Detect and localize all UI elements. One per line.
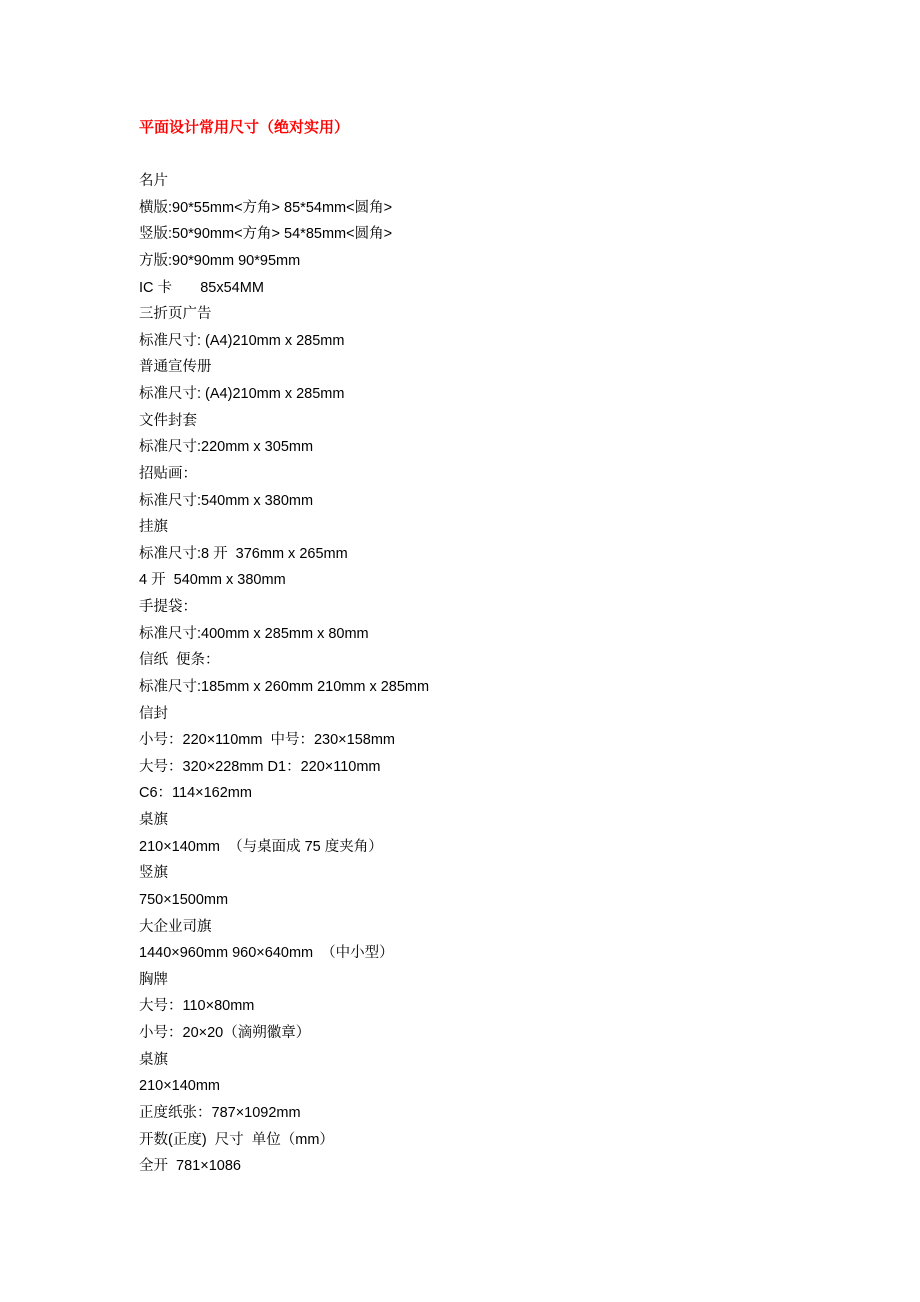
- text-line: 大企业司旗: [139, 918, 212, 935]
- text-line: 文件封套: [139, 412, 197, 429]
- text-line: 1440×960mm 960×640mm （中小型）: [139, 945, 394, 962]
- text-line: 标准尺寸: (A4)210mm x 285mm: [139, 386, 345, 402]
- content-lines: [139, 168, 429, 1180]
- text-line: 横版:90*55mm<方角> 85*54mm<圆角>: [139, 199, 393, 216]
- text-line: 普通宣传册: [139, 359, 212, 376]
- text-line: 三折页广告: [139, 306, 212, 323]
- text-line: 210×140mm （与桌面成 75 度夹角）: [139, 838, 383, 855]
- text-line: 大号：320×228mm D1：220×110mm: [139, 758, 381, 775]
- text-line: 竖旗: [139, 865, 168, 882]
- text-line: 标准尺寸:220mm x 305mm: [139, 439, 314, 456]
- text-line: 方版:90*90mm 90*95mm: [139, 252, 301, 269]
- text-line: 4 开 540mm x 380mm: [139, 572, 286, 589]
- text-line: 挂旗: [139, 519, 168, 536]
- text-line: 大号：110×80mm: [139, 998, 255, 1015]
- text-line: 750×1500mm: [139, 891, 229, 908]
- text-line: 名片: [139, 173, 168, 189]
- text-line: 正度纸张：787×1092mm: [139, 1104, 301, 1121]
- document-title: 平面设计常用尺寸（绝对实用）: [139, 118, 350, 136]
- text-line: 开数(正度) 尺寸 单位（mm）: [139, 1131, 334, 1148]
- text-line: 小号：220×110mm 中号：230×158mm: [139, 732, 396, 749]
- text-line: 竖版:50*90mm<方角> 54*85mm<圆角>: [139, 226, 393, 243]
- text-line: 标准尺寸:400mm x 285mm x 80mm: [139, 625, 369, 642]
- text-line: 标准尺寸:540mm x 380mm: [139, 492, 314, 509]
- text-line: 210×140mm: [139, 1078, 221, 1095]
- text-line: 信纸 便条：: [139, 652, 220, 669]
- text-line: C6：114×162mm: [139, 785, 252, 802]
- text-line: 桌旗: [139, 812, 168, 828]
- text-line: 桌旗: [139, 1051, 168, 1068]
- text-line: 信封: [139, 705, 168, 722]
- text-line: 小号：20×20（滴朔徽章）: [139, 1025, 311, 1041]
- text-line: 手提袋：: [139, 599, 197, 615]
- text-line: 胸牌: [139, 971, 168, 988]
- text-line: 标准尺寸:8 开 376mm x 265mm: [139, 545, 348, 562]
- text-line: 招贴画：: [139, 465, 197, 482]
- text-line: 标准尺寸: (A4)210mm x 285mm: [139, 332, 345, 349]
- text-line: 标准尺寸:185mm x 260mm 210mm x 285mm: [139, 678, 430, 695]
- text-line: IC 卡 85x54MM: [139, 279, 264, 296]
- text-line: 全开 781×1086: [139, 1158, 241, 1175]
